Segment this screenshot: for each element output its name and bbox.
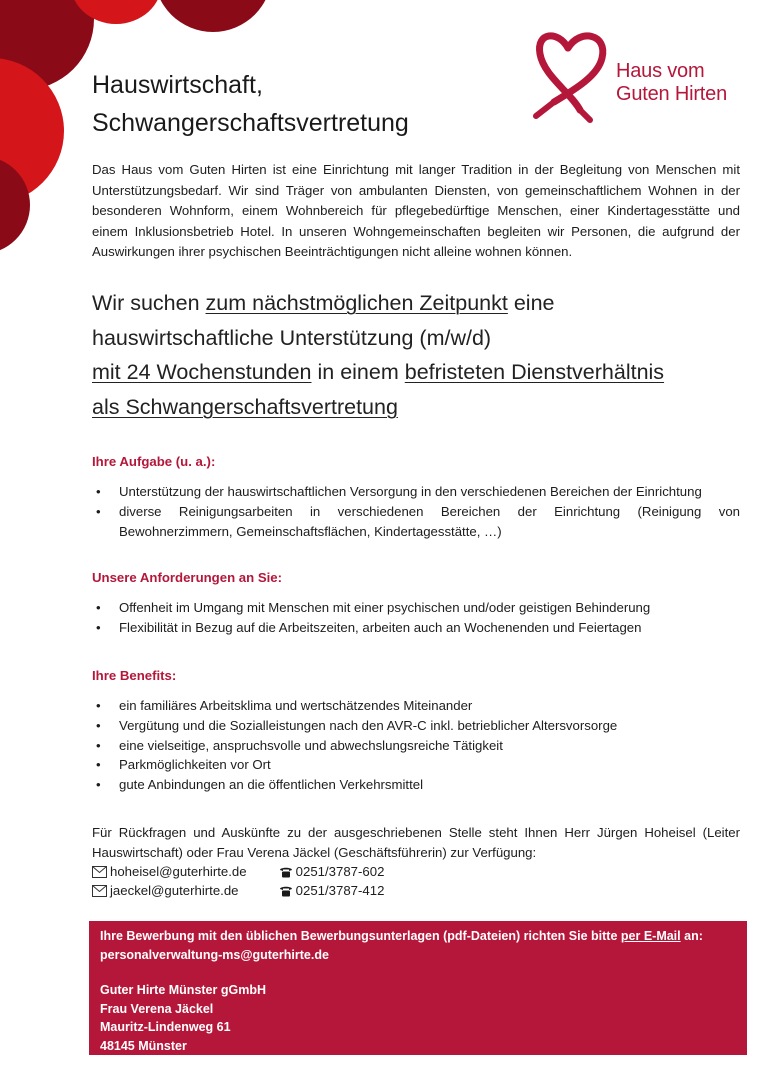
headline-text: in einem [311,360,405,384]
headline-position: hauswirtschaftliche Unterstützung (m/w/d) [92,325,492,350]
headline-contract-type: befristeten Dienstverhältnis [404,360,665,384]
page-title [92,66,409,142]
telephone-icon [279,885,293,897]
list-item: • Parkmöglichkeiten vor Ort [92,755,740,775]
list-item: • diverse Reinigungsarbeiten in verschiedenen Bereichen der Einrichtung (Reinigung von Bewohnerzimmern, Gemeinschaftsflächen, Kindertagesstätte, …) [92,502,740,542]
address-company: Guter Hirte Münster gGmbH [100,983,266,997]
headline-start-date: zum nächstmöglichen Zeitpunkt [205,291,508,315]
list-item: • Unterstützung der hauswirtschaftlichen Versorgung in den verschiedenen Bereichen der Einrichtung [92,482,740,502]
list-item: • eine vielseitige, anspruchsvolle und abwechslungsreiche Tätigkeit [92,736,740,756]
brand-name-line1: Haus vom [616,60,705,82]
title-line2: Schwangerschaftsvertretung [92,109,409,137]
brand-logo [528,20,758,125]
tasks-heading: Ihre Aufgabe (u. a.): [92,454,216,469]
contact-row-jaeckel [92,881,384,901]
headline-reason: als Schwangerschaftsvertretung [92,394,398,419]
heart-ribbon-icon [528,20,614,125]
envelope-icon [92,885,107,897]
address-person: Frau Verena Jäckel [100,1001,214,1016]
telephone-icon [279,866,293,878]
list-item: • Flexibilität in Bezug auf die Arbeitszeiten, arbeiten auch an Wochenenden und Feiertagen [92,618,740,638]
headline-hours: mit 24 Wochenstunden [92,360,312,384]
brand-name [616,60,727,106]
requirements-list [92,598,740,638]
application-text: an: [680,929,703,943]
list-item: • gute Anbindungen an die öffentlichen Verkehrsmittel [92,775,740,795]
requirements-heading: Unsere Anforderungen an Sie: [92,570,283,585]
tasks-list [92,482,740,541]
application-text: Ihre Bewerbung mit den üblichen Bewerbungsunterlagen (pdf-Dateien) richten Sie bitte [100,929,621,943]
contact-email[interactable]: jaeckel@guterhirte.de [110,883,239,898]
contact-phone[interactable]: 0251/3787-602 [295,864,385,879]
contact-row-hoheisel [92,862,384,882]
benefits-heading: Ihre Benefits: [92,668,177,683]
list-item: • Offenheit im Umgang mit Menschen mit einer psychischen und/oder geistigen Behinderung [92,598,740,618]
contact-phone[interactable]: 0251/3787-412 [295,883,385,898]
list-item: • ein familiäres Arbeitsklima und wertschätzendes Miteinander [92,696,740,716]
benefits-list [92,696,740,795]
list-item: • Vergütung und die Sozialleistungen nach den AVR-C inkl. betrieblicher Altersvorsorge [92,716,740,736]
application-instruction [100,927,736,946]
headline-text: eine [507,291,555,315]
contact-email[interactable]: hoheisel@guterhirte.de [110,864,247,879]
envelope-icon [92,866,107,878]
brand-name-line2: Guten Hirten [616,83,727,105]
address-city: 48145 Münster [100,1038,187,1053]
application-email[interactable]: personalverwaltung-ms@guterhirte.de [100,947,329,962]
job-headline [92,286,752,424]
address-street: Mauritz-Lindenweg 61 [100,1020,231,1034]
application-email-link[interactable]: per E-Mail [620,929,681,943]
headline-text: Wir suchen [92,291,206,315]
intro-paragraph: Das Haus vom Guten Hirten ist eine Einrichtung mit langer Tradition in der Begleitung von Menschen mit Unterstützungsbedarf. Wir sind Träger von ambulanten Diensten, von gemeinschaftlichem Wohnen in der besonderen Wohnform, einem Wohnbereich für pflegebedürftige Menschen, einer Kindertagesstätte und einem Inklusionsbetrieb Hotel. In unseren Wohngemeinschaften begleiten wir Personen, die aufgrund der Auswirkungen ihrer psychischen Beeinträchtigungen nicht alleine wohnen können. [92,162,740,259]
title-line1: Hauswirtschaft, [92,71,263,99]
contact-paragraph: Für Rückfragen und Auskünfte zu der ausgeschriebenen Stelle steht Ihnen Herr Jürgen Hoheisel (Leiter Hauswirtschaft) oder Frau Verena Jäckel (Geschäftsführerin) zur Verfügung: [92,825,740,860]
postal-address [100,981,736,1055]
decorative-circle-dark-right [154,0,272,32]
application-box [89,921,747,1055]
